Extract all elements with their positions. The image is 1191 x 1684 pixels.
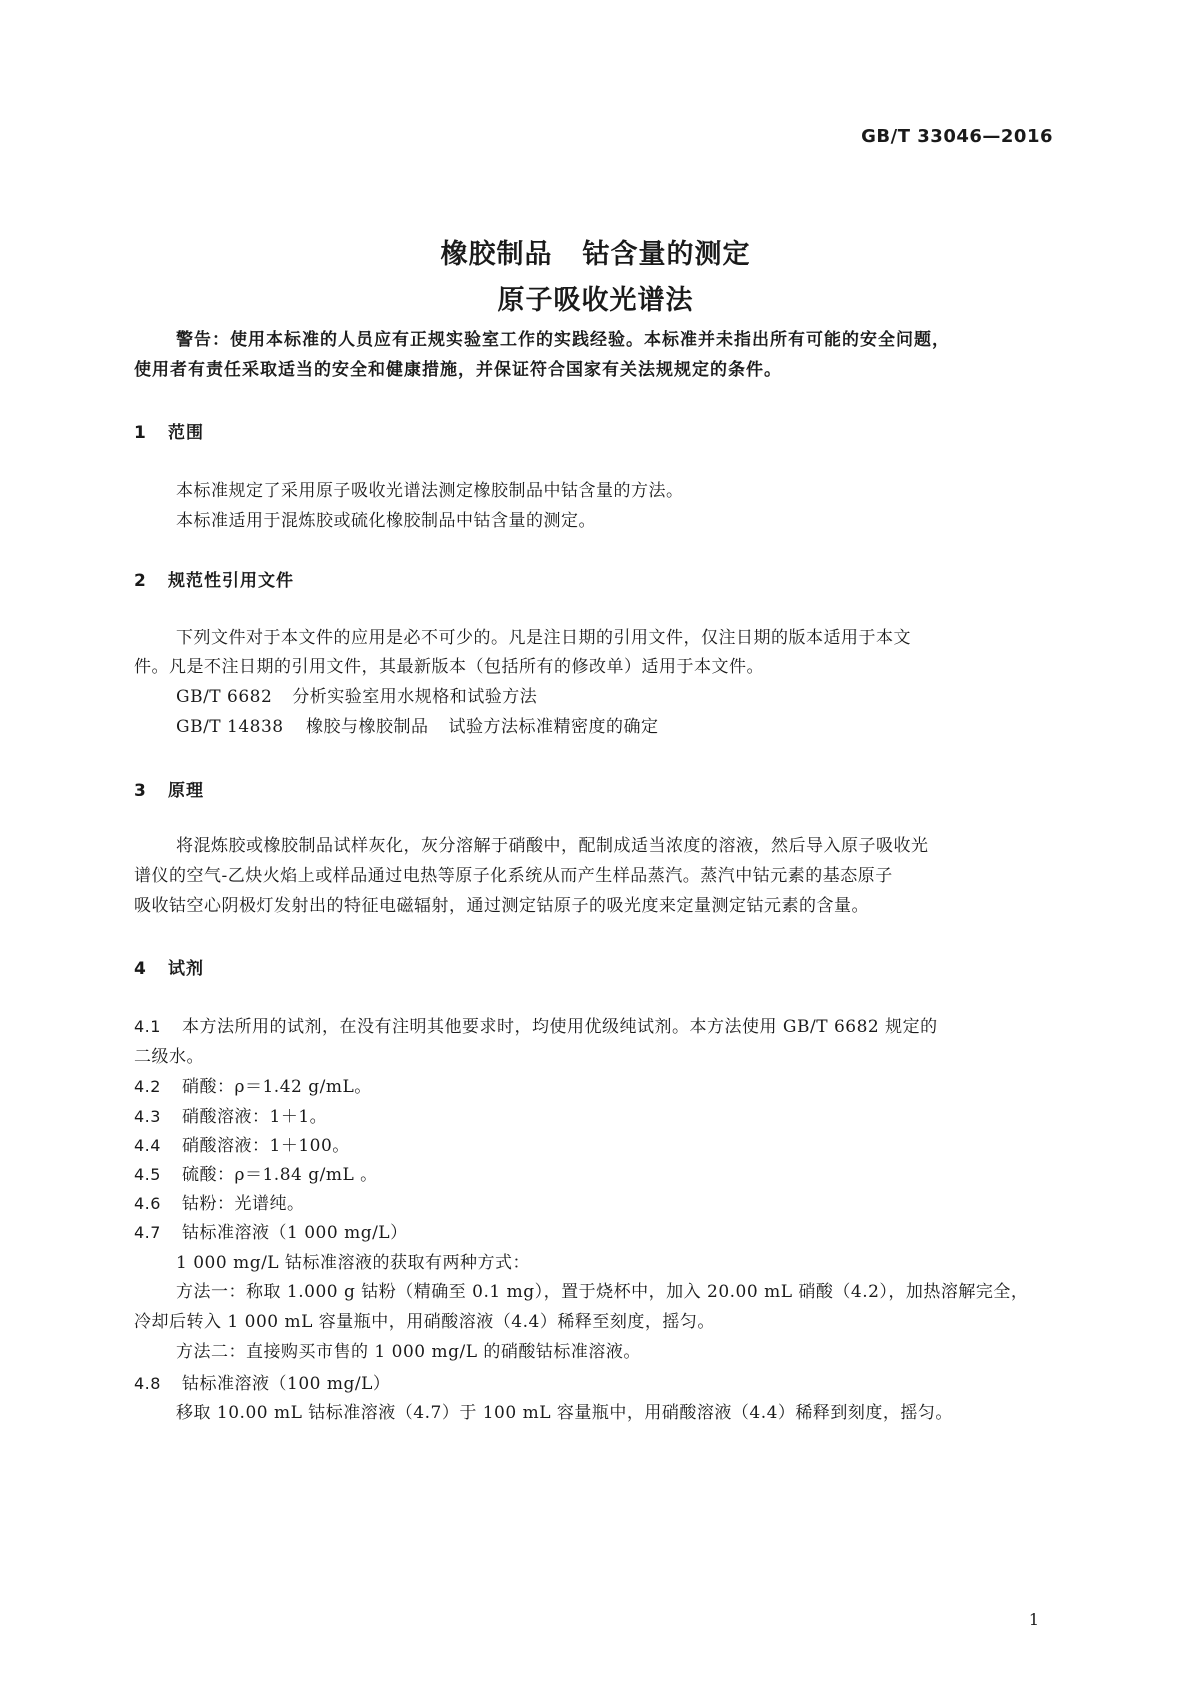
item-text: 硝酸：ρ＝1.42 g/mL。 [182,1077,372,1097]
item-number: 4.2 [134,1077,161,1096]
warning-line1: 警告：使用本标准的人员应有正规实验室工作的实践经验。本标准并未指出所有可能的安全问题， [176,330,950,350]
item-number: 4.1 [134,1017,161,1036]
warning-line2: 使用者有责任采取适当的安全和健康措施，并保证符合国家有关法规规定的条件。 [134,360,782,380]
item-text: 钴标准溶液（1 000 mg/L） [182,1223,408,1243]
reference-item [176,682,537,712]
list-item [134,1131,350,1156]
s2-intro-line2: 件。凡是不注日期的引用文件，其最新版本（包括所有的修改单）适用于本文件。 [134,657,764,677]
item-4-7-sub-4: 方法二：直接购买市售的 1 000 mg/L 的硝酸钴标准溶液。 [176,1342,641,1362]
item-number: 4.6 [134,1194,161,1213]
section-3-heading [134,776,204,801]
section-number: 2 [134,571,147,591]
item-text: 硝酸溶液：1＋100。 [182,1136,350,1156]
section-title: 原理 [168,781,204,801]
document-title-line2: 原子吸收光谱法 [497,285,694,316]
list-item [134,1102,327,1127]
standard-code: GB/T 33046—2016 [861,126,1053,147]
s1-paragraph-2: 本标准适用于混炼胶或硫化橡胶制品中钴含量的测定。 [176,511,596,531]
reference-title-2: 试验方法标准精密度的确定 [448,717,659,737]
list-item [134,1160,378,1185]
document-title-line1 [0,232,1191,271]
item-number: 4.7 [134,1223,161,1242]
section-2-heading [134,566,294,591]
item-number: 4.5 [134,1165,161,1184]
item-text: 钴粉：光谱纯。 [182,1194,305,1214]
s3-line-3: 吸收钴空心阴极灯发射出的特征电磁辐射，通过测定钴原子的吸光度来定量测定钴元素的含量。 [134,896,869,916]
section-number: 1 [134,423,147,443]
page-number: 1 [1028,1610,1039,1629]
item-4-7-sub-1: 1 000 mg/L 钴标准溶液的获取有两种方式： [176,1253,530,1273]
item-continuation: 二级水。 [134,1047,204,1067]
item-4-7-sub-2: 方法一：称取 1.000 g 钴粉（精确至 0.1 mg），置于烧杯中，加入 20.00 mL 硝酸（4.2），加热溶解完全， [176,1282,1029,1302]
item-text: 硫酸：ρ＝1.84 g/mL 。 [182,1165,378,1185]
s3-line-2: 谱仪的空气-乙炔火焰上或样品通过电热等原子化系统从而产生样品蒸汽。蒸汽中钴元素的基态原子 [134,866,893,886]
list-item [134,1218,408,1243]
title-part1: 橡胶制品 [440,239,553,270]
item-text: 本方法所用的试剂，在没有注明其他要求时，均使用优级纯试剂。本方法使用 GB/T 6682 规定的 [182,1017,938,1037]
item-number: 4.8 [134,1374,161,1393]
item-4-7-sub-3: 冷却后转入 1 000 mL 容量瓶中，用硝酸溶液（4.4）稀释至刻度，摇匀。 [134,1312,715,1332]
list-item [134,1189,305,1214]
reference-code: GB/T 6682 [176,687,273,707]
section-4-heading [134,954,204,979]
item-number: 4.4 [134,1136,161,1155]
title-part2: 钴含量的测定 [582,239,751,270]
item-number: 4.3 [134,1107,161,1126]
list-item [134,1012,938,1037]
section-1-heading [134,418,204,443]
item-4-8-sub-1: 移取 10.00 mL 钴标准溶液（4.7）于 100 mL 容量瓶中，用硝酸溶液（4.4）稀释到刻度，摇匀。 [176,1403,953,1423]
reference-item [176,712,659,742]
section-number: 3 [134,781,147,801]
reference-title: 分析实验室用水规格和试验方法 [292,687,538,707]
reference-code: GB/T 14838 [176,717,284,737]
list-item [134,1369,390,1394]
reference-title: 橡胶与橡胶制品 [306,717,429,737]
item-text: 钴标准溶液（100 mg/L） [182,1374,391,1394]
section-title: 规范性引用文件 [168,571,294,591]
section-title: 试剂 [168,959,204,979]
list-item [134,1072,372,1097]
s3-line-1: 将混炼胶或橡胶制品试样灰化，灰分溶解于硝酸中，配制成适当浓度的溶液，然后导入原子吸收光 [176,836,929,856]
item-text: 硝酸溶液：1＋1。 [182,1107,328,1127]
section-number: 4 [134,959,147,979]
s1-paragraph-1: 本标准规定了采用原子吸收光谱法测定橡胶制品中钴含量的方法。 [176,481,684,501]
s2-intro-line1: 下列文件对于本文件的应用是必不可少的。凡是注日期的引用文件，仅注日期的版本适用于本文 [176,628,911,648]
section-title: 范围 [168,423,204,443]
